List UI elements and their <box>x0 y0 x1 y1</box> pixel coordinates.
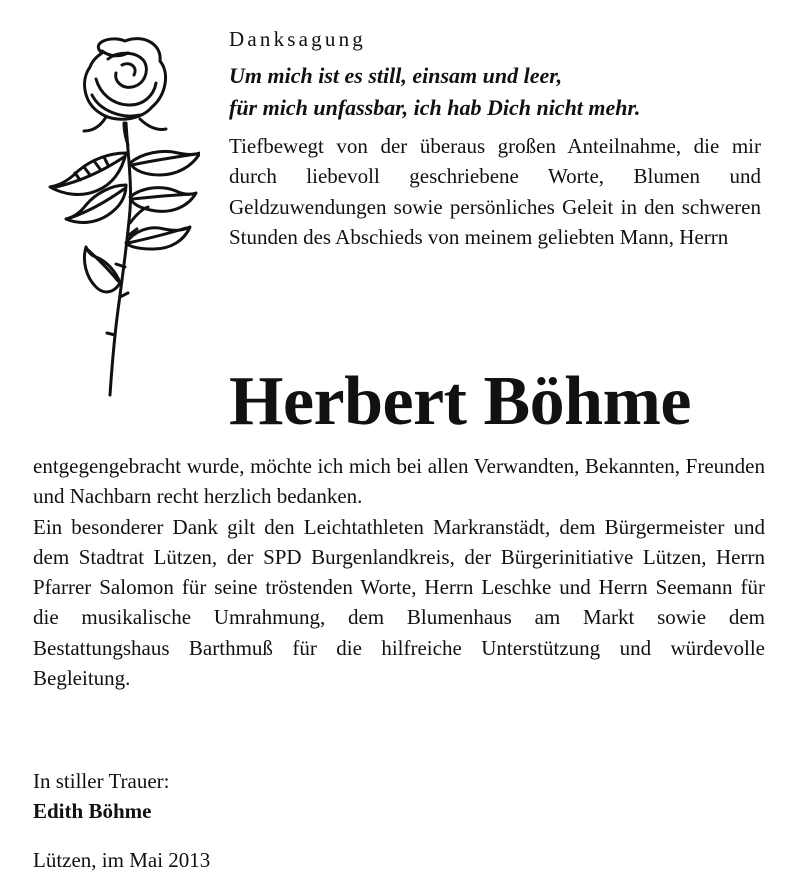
verse-line-2: für mich unfassbar, ich hab Dich nicht mehr. <box>229 95 641 120</box>
rose-icon <box>30 35 200 400</box>
header-block <box>229 24 761 253</box>
signer-name: Edith Böhme <box>33 799 152 823</box>
body-paragraph-2: Ein besonderer Dank gilt den Leichtathleten Markranstädt, dem Bürgermeister und dem Stadtrat Lützen, der SPD Burgenlandkreis, der Bürgerinitiative Lützen, Herrn Pfarrer Salomon für seine tröstenden Worte, Herrn Leschke und Herrn Seemann für die musikalische Umrahmung, dem Blumenhaus am Markt sowie dem Bestattungshaus Barthmuß für die hilfreiche Unterstützung und würdevolle Begleitung. <box>33 514 765 691</box>
notice-heading: Danksagung <box>229 27 366 51</box>
deceased-name: Herbert Böhme <box>229 363 691 440</box>
intro-paragraph: Tiefbewegt von der überaus großen Anteilnahme, die mir durch liebevoll geschriebene Worte, Blumen und Geldzuwendungen sowie persönliches Geleit in den schweren Stunden des Abschieds von meinem geliebten Mann, Herrn <box>229 134 761 250</box>
mourning-line: In stiller Trauer: <box>33 769 170 793</box>
body-text <box>33 451 765 693</box>
place-date: Lützen, im Mai 2013 <box>33 848 211 872</box>
verse-line-1: Um mich ist es still, einsam und leer, <box>229 63 563 88</box>
signoff <box>33 766 170 826</box>
body-paragraph-1: entgegengebracht wurde, möchte ich mich bei allen Verwandten, Bekannten, Freunden und Nachbarn recht herzlich bedanken. <box>33 454 765 509</box>
